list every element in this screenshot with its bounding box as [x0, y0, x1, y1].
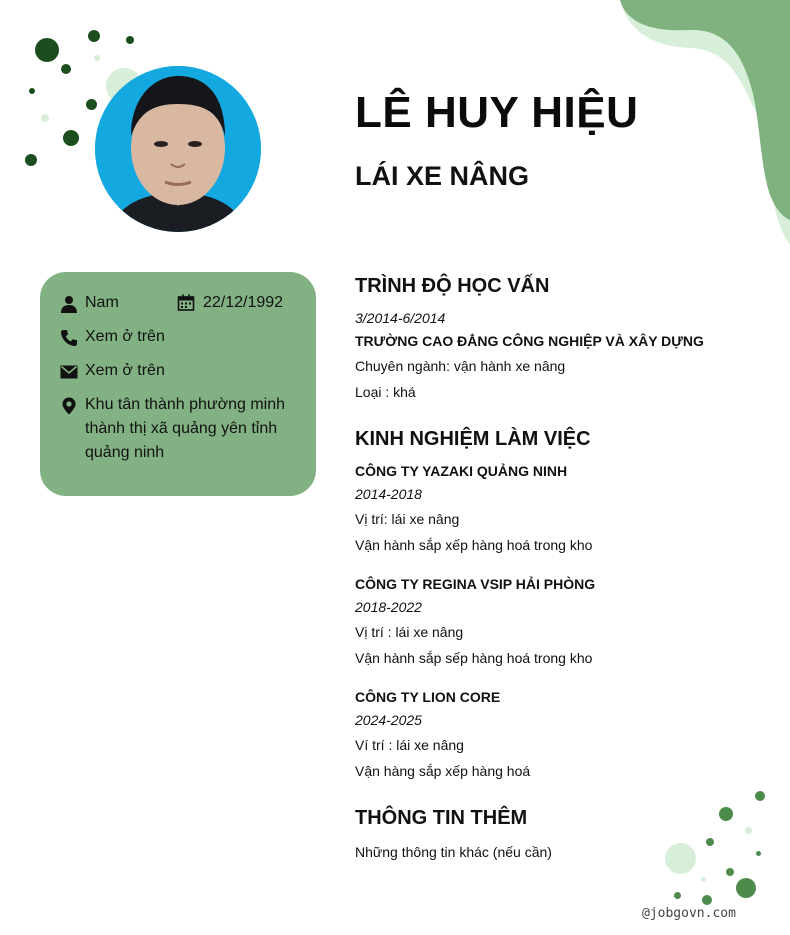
job-date: 2018-2022: [355, 599, 422, 615]
education-major: Chuyên ngành: vận hành xe nâng: [355, 358, 566, 374]
contact-card: [40, 272, 316, 496]
job-description: Vận hành sắp sếp hàng hoá trong kho: [355, 650, 593, 666]
education-school: TRƯỜNG CAO ĐẲNG CÔNG NGHIỆP VÀ XÂY DỰNG: [355, 333, 704, 349]
job-title: LÁI XE NÂNG: [355, 161, 530, 191]
extra-info-text: Những thông tin khác (nếu cần): [355, 844, 552, 860]
job-company: CÔNG TY YAZAKI QUẢNG NINH: [355, 463, 568, 479]
calendar-icon: [177, 294, 195, 312]
job-role: Vị trí : lái xe nâng: [355, 624, 464, 640]
education-date: 3/2014-6/2014: [355, 310, 446, 326]
person-icon: [60, 295, 78, 313]
job-description: Vận hành sắp xếp hàng hoá trong kho: [355, 537, 593, 553]
phone-icon: [60, 329, 78, 347]
experience-heading: KINH NGHIỆM LÀM VIỆC: [355, 428, 591, 450]
corner-wave-decoration: [620, 0, 790, 250]
address-line-2: thành thị xã quảng yên tỉnh: [85, 420, 278, 437]
job-company: CÔNG TY LION CORE: [355, 689, 501, 705]
education-grade: Loại : khá: [355, 384, 416, 400]
extra-info-heading: THÔNG TIN THÊM: [355, 807, 528, 829]
job-company: CÔNG TY REGINA VSIP HẢI PHÒNG: [355, 576, 596, 592]
email-value: Xem ở trên: [85, 362, 165, 379]
job-role: Vị trí: lái xe nâng: [355, 511, 460, 527]
watermark: @jobgovn.com: [642, 906, 736, 921]
phone-value: Xem ở trên: [85, 328, 165, 345]
education-heading: TRÌNH ĐỘ HỌC VẤN: [355, 275, 550, 297]
profile-photo: [95, 66, 261, 232]
email-icon: [60, 363, 78, 381]
job-description: Vận hàng sắp xếp hàng hoá: [355, 763, 531, 779]
gender-value: Nam: [85, 294, 119, 311]
candidate-name: LÊ HUY HIỆU: [355, 88, 639, 137]
address-line-3: quảng ninh: [85, 444, 165, 461]
location-pin-icon: [60, 397, 78, 415]
job-date: 2024-2025: [355, 712, 422, 728]
job-date: 2014-2018: [355, 486, 422, 502]
job-role: Ví trí : lái xe nâng: [355, 737, 464, 753]
birthdate-value: 22/12/1992: [203, 294, 284, 311]
address-line-1: Khu tân thành phường minh: [85, 396, 286, 413]
